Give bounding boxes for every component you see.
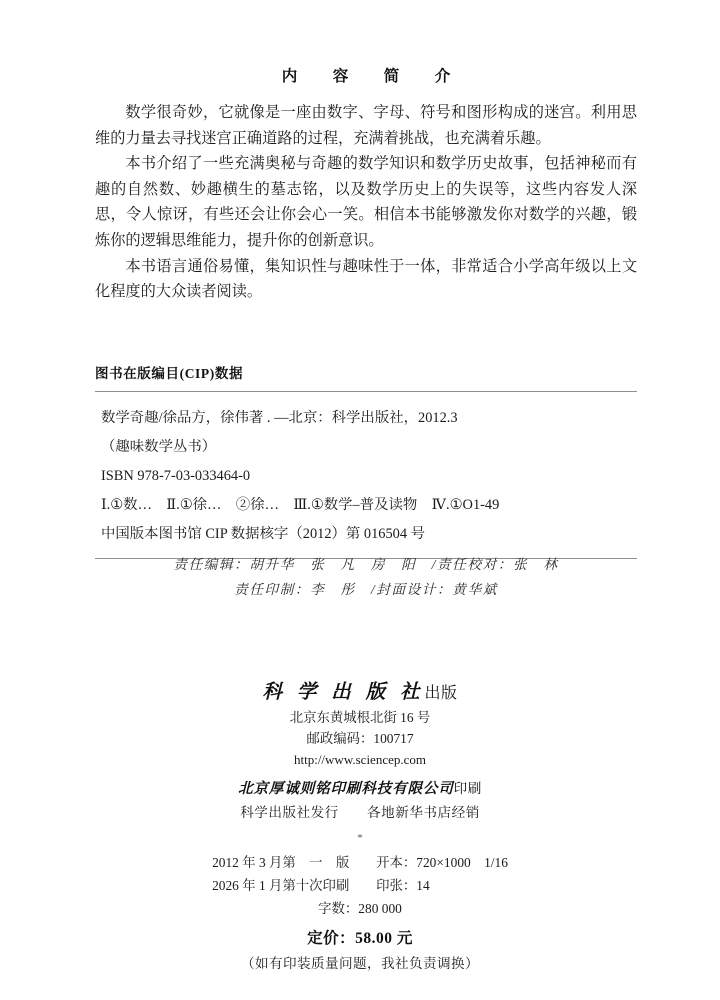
printer-suffix: 印刷 (453, 781, 482, 796)
publisher-name: 科 学 出 版 社 (262, 682, 425, 703)
quality-note: （如有印装质量问题，我社负责调换） (241, 956, 479, 971)
credit-line-editor: 责任编辑：胡升华 张 凡 房 阳 /责任校对：张 林 (173, 557, 559, 572)
publisher-address: 北京东黄城根北街 16 号 (289, 710, 431, 725)
summary-paragraph: 数学很奇妙，它就像是一座由数字、字母、符号和图形构成的迷宫。利用思维的力量去寻找迷宫正确道路的过程，充满着挑战，也充满着乐趣。 (95, 104, 637, 147)
summary-paragraph: 本书介绍了一些充满奥秘与奇趣的数学知识和数学历史故事，包括神秘而有趣的自然数、妙趣横生的墓志铭，以及数学历史上的失误等，这些内容发人深思，令人惊讶，有些还会让你会心一笑。相信本书能够激发你对数学的兴趣，锻炼你的逻辑思维能力，提升你的创新意识。 (95, 155, 637, 249)
summary-title: 内 容 简 介 (281, 68, 461, 85)
printer-line (60, 777, 660, 801)
imprint-section (60, 680, 660, 976)
separator-asterisk: * (357, 832, 363, 844)
summary-section (95, 64, 637, 305)
cip-line-series: （趣味数学丛书） (101, 439, 217, 455)
publisher-postcode: 邮政编码：100717 (306, 731, 414, 746)
publisher-url: http://www.sciencep.com (293, 752, 426, 767)
cip-line-title: 数学奇趣/徐品方，徐伟著 . —北京：科学出版社，2012.3 (101, 410, 458, 426)
summary-paragraph: 本书语言通俗易懂，集知识性与趣味性于一体，非常适合小学高年级以上文化程度的大众读者阅读。 (95, 257, 637, 301)
cip-line-registry: 中国版本图书馆 CIP 数据核字（2012）第 016504 号 (101, 526, 426, 542)
print-run-block (212, 851, 508, 920)
credits-section (95, 552, 637, 602)
cip-heading: 图书在版编目(CIP)数据 (95, 366, 244, 381)
price-line: 定价：58.00 元 (307, 930, 413, 947)
distribution-line: 科学出版社发行 各地新华书店经销 (240, 805, 480, 820)
cip-line-isbn: ISBN 978-7-03-033464-0 (101, 468, 251, 484)
credit-line-production: 责任印制：李 彤 /封面设计：黄华斌 (234, 582, 498, 597)
edition-line: 2012 年 3 月第 一 版 开本：720×1000 1/16 (212, 855, 508, 870)
printer-name: 北京厚诚则铭印刷科技有限公司 (238, 781, 454, 797)
wordcount-line: 字数：280 000 (318, 901, 402, 916)
cip-line-classification: Ⅰ.①数… Ⅱ.①徐… ②徐… Ⅲ.①数学–普及读物 Ⅳ.①O1-49 (101, 497, 500, 513)
cip-body (95, 392, 637, 558)
publisher-line (60, 680, 660, 707)
impression-line: 2026 年 1 月第十次印刷 印张：14 (212, 878, 430, 893)
cip-section (95, 362, 637, 559)
publisher-suffix: 出版 (424, 685, 458, 702)
